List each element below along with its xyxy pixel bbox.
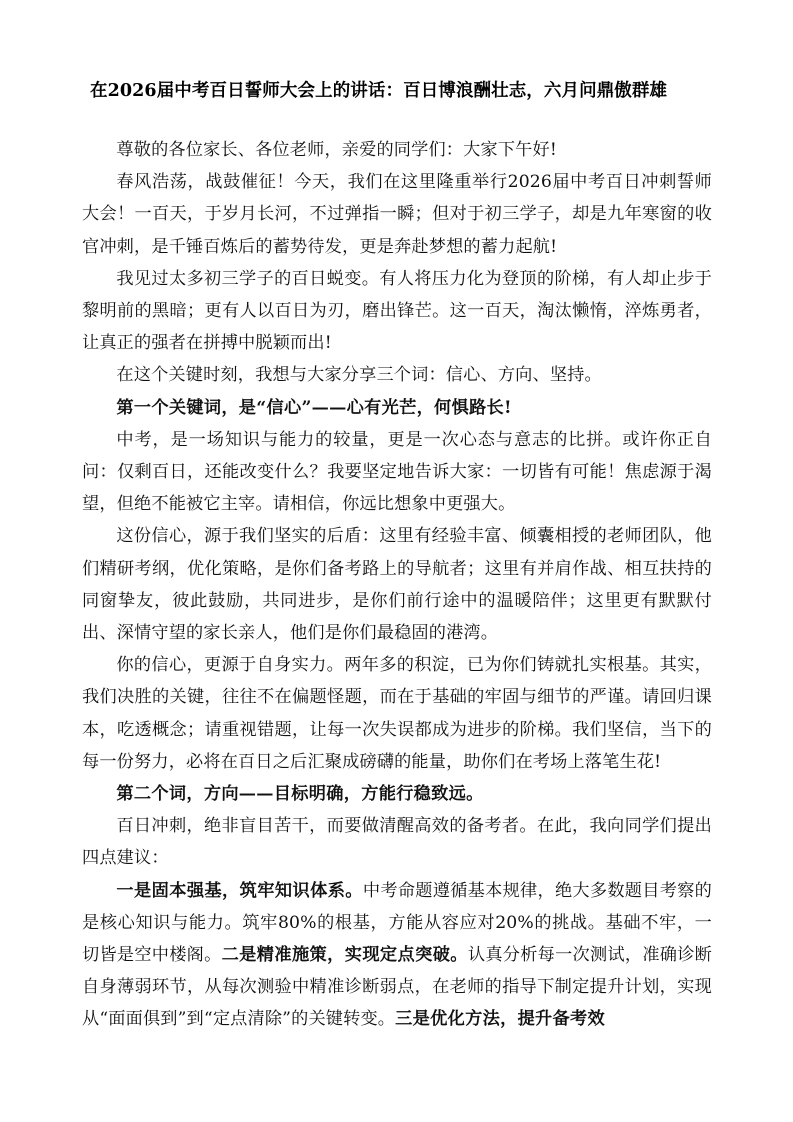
page-title: 在2026届中考百日誓师大会上的讲话：百日博浪酬壮志，六月问鼎傲群雄 [90,81,668,101]
paragraph-four-advice: 百日冲刺，绝非盲目苦干，而要做清醒高效的备考者。在此，我向同学们提出四点建议： [82,816,712,869]
document-body [82,76,712,1036]
bold-run: 一是固本强基，筑牢知识体系。 [116,880,363,901]
text-run: 中考命题遵循基本规律，绝大多数题目考察的是核心知识与能力。筑牢80%的根基，方能从容应对20%的挑战。基础不牢，一切皆是空中楼阁。 [82,880,712,966]
paragraph-opening: 春风浩荡，战鼓催征！今天，我们在这里隆重举行2026届中考百日冲刺誓师大会！一百天，于岁月长河，不过弹指一瞬；但对于初三学子，却是九年寒窗的收官冲刺，是千锤百炼后的蓄势待发，更是奔赴梦想的蓄力起航! [82,172,712,257]
paragraph-exam-nature: 中考，是一场知识与能力的较量，更是一次心态与意志的比拼。或许你正自问：仅剩百日，还能改变什么？我要坚定地告诉大家：一切皆有可能！焦虑源于渴望，但绝不能被它主宰。请相信，你远比想象中更强大。 [82,429,712,515]
heading-keyword-two: 第二个词，方向——目标明确，方能行稳致远。 [116,784,484,805]
text-run: 认真分析每一次测试，准确诊断自身薄弱环节，从每次测验中精准诊断弱点，在老师的指导下制定提升计划，实现从“面面俱到”到“定点清除”的关键转变。 [82,945,713,1030]
paragraph-three-words: 在这个关键时刻，我想与大家分享三个词：信心、方向、坚持。 [116,365,602,386]
heading-keyword-one: 第一个关键词，是“信心”——心有光芒，何惧路长! [116,397,512,418]
paragraph-own-strength: 你的信心，更源于自身实力。两年多的积淀，已为你们铸就扎实根基。其实，我们决胜的关键，往往不在偏题怪题，而在于基础的牢固与细节的严谨。请回归课本，吃透概念；请重视错题，让每一次失误都成为进步的阶梯。我们坚信，当下的每一份努力，必将在百日之后汇聚成磅礴的能量，助你们在考场上落笔生花! [82,655,712,772]
paragraph-salutation: 尊敬的各位家长、各位老师，亲爱的同学们：大家下午好! [116,140,557,160]
bold-run: 二是精准施策，实现定点突破。 [221,945,468,966]
bold-run: 三是优化方法，提升备考效 [395,1009,606,1030]
paragraph-support: 这份信心，源于我们坚实的后盾：这里有经验丰富、倾囊相授的老师团队，他们精研考纲，优化策略，是你们备考路上的导航者；这里有并肩作战、相互扶持的同窗挚友，彼此鼓励，共同进步，是你们前行途中的温暖陪伴；这里更有默默付出、深情守望的家长亲人，他们是你们最稳固的港湾。 [82,526,712,644]
paragraph-advice-list [82,875,712,1036]
paragraph-transformation: 我见过太多初三学子的百日蜕变。有人将压力化为登顶的阶梯，有人却止步于黎明前的黑暗；更有人以百日为刃，磨出锋芒。这一百天，淘汰懒惰，淬炼勇者，让真正的强者在拼搏中脱颖而出! [82,268,712,354]
